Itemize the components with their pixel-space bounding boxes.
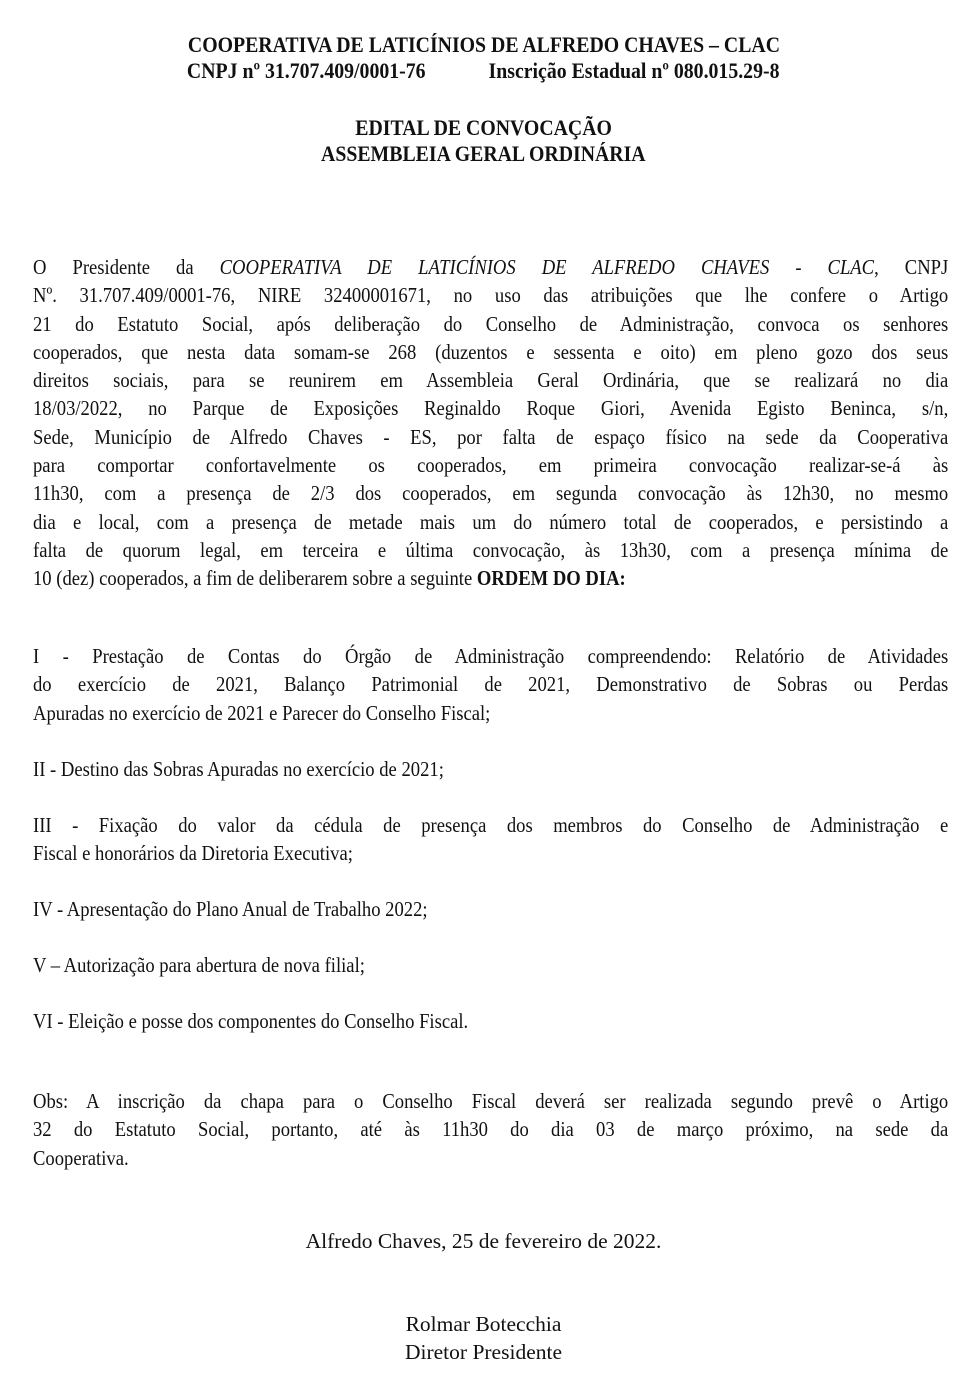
- intro-line: 10 (dez) cooperados, a fim de deliberarem sobre a seguinte ORDEM DO DIA:: [33, 566, 626, 591]
- intro-line: Nº. 31.707.409/0001-76, NIRE 32400001671, no uso das atribuições que lhe confere o Artigo: [33, 283, 949, 308]
- intro-line: 21 do Estatuto Social, após deliberação do Conselho de Administração, convoca os senhores: [33, 311, 949, 336]
- note-line: Cooperativa.: [33, 1145, 129, 1170]
- intro-paragraph: [33, 253, 948, 593]
- agenda-item-2: [33, 755, 948, 783]
- agenda-line: VI - Eleição e posse dos componentes do Conselho Fiscal.: [33, 1009, 469, 1033]
- intro-line: cooperados, que nesta data somam-se 268 (duzentos e sessenta e oito) em pleno gozo dos seus: [33, 339, 949, 364]
- assembly-title: ASSEMBLEIA GERAL ORDINÁRIA: [321, 141, 646, 166]
- intro-line: O Presidente da COOPERATIVA DE LATICÍNIOS DE ALFREDO CHAVES - CLAC, CNPJ: [33, 255, 949, 279]
- organization-title: COOPERATIVA DE LATICÍNIOS DE ALFREDO CHAVES – CLAC: [187, 32, 780, 57]
- document-title: EDITAL DE CONVOCAÇÃO: [355, 115, 612, 140]
- observation-note: [33, 1087, 948, 1172]
- intro-line: Sede, Município de Alfredo Chaves - ES, por falta de espaço físico na sede da Cooperativa: [33, 424, 949, 449]
- intro-line: falta de quorum legal, em terceira e última convocação, às 13h30, com a presença mínima de: [33, 537, 949, 562]
- state-registration: Inscrição Estadual nº 080.015.29-8: [488, 58, 780, 83]
- agenda-line: II - Destino das Sobras Apuradas no exercício de 2021;: [33, 757, 444, 781]
- agenda-heading: ORDEM DO DIA:: [476, 566, 626, 591]
- agenda-item-6: [33, 1007, 948, 1035]
- intro-line: dia e local, com a presença de metade mais um do número total de cooperados, e persistindo a: [33, 509, 949, 534]
- cnpj: CNPJ nº 31.707.409/0001-76: [187, 58, 426, 83]
- agenda-line: III - Fixação do valor da cédula de presença dos membros do Conselho de Administração e: [33, 813, 949, 837]
- signatory-title: Diretor Presidente: [404, 1340, 563, 1364]
- signature-block: [0, 1310, 967, 1366]
- note-line: 32 do Estatuto Social, portanto, até às 11h30 do dia 03 de março próximo, na sede da: [33, 1117, 949, 1142]
- note-line: Obs: A inscrição da chapa para o Conselho Fiscal deverá ser realizada segundo prevê o Artigo: [33, 1089, 949, 1113]
- agenda-item-5: [33, 951, 948, 979]
- agenda-item-1: [33, 642, 948, 727]
- agenda-item-4: [33, 895, 948, 923]
- agenda-item-3: [33, 811, 948, 868]
- agenda-line: Fiscal e honorários da Diretoria Executiva;: [33, 841, 353, 866]
- intro-line: 18/03/2022, no Parque de Exposições Reginaldo Roque Giori, Avenida Egisto Beninca, s/n,: [33, 396, 949, 421]
- agenda-line: IV - Apresentação do Plano Anual de Trabalho 2022;: [33, 897, 428, 921]
- agenda-line: I - Prestação de Contas do Órgão de Administração compreendendo: Relatório de Atividades: [33, 644, 949, 668]
- cooperative-name: COOPERATIVA DE LATICÍNIOS DE ALFREDO CHAVES - CLAC: [219, 255, 875, 279]
- agenda-line: V – Autorização para abertura de nova filial;: [33, 953, 365, 977]
- intro-line: 11h30, com a presença de 2/3 dos cooperados, em segunda convocação às 12h30, no mesmo: [33, 481, 949, 506]
- registration-line: [0, 58, 967, 84]
- signatory-name: Rolmar Botecchia: [405, 1312, 562, 1336]
- agenda-line: Apuradas no exercício de 2021 e Parecer do Conselho Fiscal;: [33, 700, 491, 725]
- agenda-line: do exercício de 2021, Balanço Patrimonial de 2021, Demonstrativo de Sobras ou Perdas: [33, 672, 949, 697]
- place-and-date: Alfredo Chaves, 25 de fevereiro de 2022.: [305, 1229, 662, 1253]
- intro-line: para comportar confortavelmente os cooperados, em primeira convocação realizar-se-á às: [33, 453, 949, 478]
- intro-line: direitos sociais, para se reunirem em Assembleia Geral Ordinária, que se realizará no dia: [33, 368, 949, 393]
